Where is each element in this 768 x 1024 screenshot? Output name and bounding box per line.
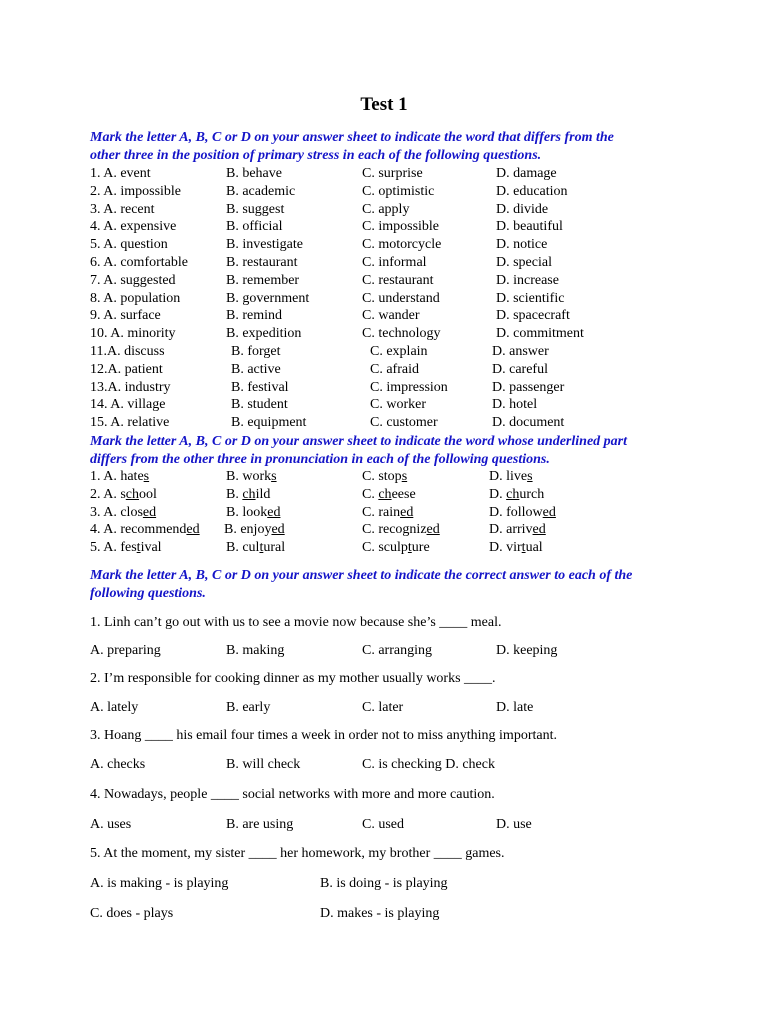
option-d: D. scientific: [496, 290, 565, 306]
instruction-line: Mark the letter A, B, C or D on your answer sheet to indicate the correct answer to each of the: [90, 568, 633, 583]
question-stem: 2. I’m responsible for cooking dinner as my mother usually works ____.: [90, 671, 496, 686]
word-part: ural: [263, 540, 286, 556]
option-a: 15. A. relative: [90, 415, 170, 431]
option-d: [489, 486, 544, 504]
word-part: ure: [411, 540, 430, 556]
word-part: B. cul: [226, 540, 260, 556]
word-part: eese: [391, 486, 416, 502]
page-title: Test 1: [360, 94, 408, 115]
option-c: C. technology: [362, 326, 441, 342]
option-d: [489, 539, 543, 557]
option-b: B. behave: [226, 166, 282, 181]
underlined-part: ed: [426, 522, 440, 538]
option-b: B. festival: [231, 379, 289, 395]
word-part: D. follow: [489, 504, 543, 520]
question-row: [0, 343, 768, 361]
option-d: D. divide: [496, 201, 549, 217]
option-d: D. beautiful: [496, 219, 563, 235]
option-c: C. wander: [362, 308, 420, 324]
question-row: [0, 504, 768, 522]
option-b: B. expedition: [226, 326, 302, 342]
underlined-part: t: [136, 540, 141, 556]
underlined-part: ed: [142, 504, 157, 520]
underlined-part: ch: [378, 486, 392, 502]
option-c: C. motorcycle: [362, 237, 442, 253]
option-c: C. informal: [362, 255, 427, 270]
question-stem: 1. Linh can’t go out with us to see a movie now because she’s ____ meal.: [90, 615, 502, 630]
underlined-part: ed: [542, 504, 556, 520]
option-b: B. remind: [226, 308, 282, 324]
option-c: C. restaurant: [362, 272, 434, 288]
option-a: 8. A. population: [90, 290, 181, 306]
word-part: 3. A. clos: [90, 504, 143, 520]
option-a: 3. A. recent: [90, 201, 155, 217]
word-part: D. live: [489, 469, 528, 484]
option-d: D. notice: [496, 237, 548, 253]
option-b: B. active: [231, 361, 281, 377]
word-part: C. stop: [362, 469, 402, 484]
option-c: C. optimistic: [362, 183, 435, 199]
option-a: 12.A. patient: [90, 361, 163, 377]
option-c: [362, 486, 416, 504]
options-row: [0, 642, 768, 660]
question-row: [0, 396, 768, 414]
option-b: [226, 468, 277, 486]
underlined-part: t: [259, 540, 264, 556]
instruction-line: other three in the position of primary stress in each of the following questions.: [90, 148, 542, 163]
question-row: [0, 539, 768, 557]
underlined-part: ch: [242, 486, 256, 502]
option-c: C. apply: [362, 201, 410, 217]
option-a: 4. A. expensive: [90, 219, 177, 235]
question-row: [0, 379, 768, 397]
option-b: B. will check: [226, 757, 301, 772]
section1-instruction: [90, 129, 690, 165]
word-part: D. arriv: [489, 522, 533, 538]
option-c: C. worker: [370, 397, 426, 413]
word-part: 1. A. hate: [90, 469, 144, 484]
question-row: [0, 236, 768, 254]
option-a: 11.A. discuss: [90, 344, 165, 359]
option-d: D. careful: [492, 361, 548, 377]
section3-instruction: [90, 567, 690, 603]
instruction-line: following questions.: [90, 586, 206, 601]
option-d: D. commitment: [496, 326, 584, 342]
option-b: B. student: [231, 397, 288, 413]
option-d: [489, 521, 546, 539]
option-a: A. preparing: [90, 643, 161, 658]
option-c: C. customer: [370, 415, 438, 431]
option-d: D. late: [496, 700, 534, 715]
word-part: D.: [489, 486, 507, 502]
option-b: B. making: [226, 643, 285, 658]
word-part: 5. A. fes: [90, 540, 137, 556]
option-a: 13.A. industry: [90, 379, 171, 395]
underlined-part: s: [271, 469, 277, 484]
option-a: [90, 504, 156, 522]
option-a: A. lately: [90, 700, 139, 715]
option-c: C. used: [362, 817, 404, 832]
option-d: [489, 468, 533, 486]
option-c: C. does - plays: [90, 906, 174, 921]
word-part: ild: [255, 486, 271, 502]
underlined-part: ed: [400, 504, 414, 520]
underlined-part: ed: [186, 522, 200, 538]
option-b: B. equipment: [231, 415, 307, 431]
underlined-part: ed: [271, 522, 285, 538]
option-b: B. investigate: [226, 237, 303, 253]
option-c: C. explain: [370, 344, 428, 359]
question-row: [0, 486, 768, 504]
option-d: D. keeping: [496, 643, 558, 658]
option-c: C. arranging: [362, 643, 432, 658]
option-c: [362, 504, 413, 522]
option-c: [362, 539, 430, 557]
option-a: 6. A. comfortable: [90, 255, 188, 270]
word-part: urch: [519, 486, 545, 502]
option-d: D. makes - is playing: [320, 906, 440, 921]
underlined-part: s: [401, 469, 408, 484]
word-part: ival: [140, 540, 162, 556]
question-row: [0, 272, 768, 290]
option-d: D. hotel: [492, 397, 538, 413]
option-d: D. document: [492, 415, 565, 431]
instruction-line: Mark the letter A, B, C or D on your answer sheet to indicate the word that differs from the: [90, 130, 614, 145]
option-b: B. restaurant: [226, 255, 298, 270]
question-row: [0, 414, 768, 432]
word-part: 4. A. recommend: [90, 522, 187, 538]
option-b: [226, 504, 280, 522]
word-part: ool: [139, 486, 157, 502]
option-d: D. damage: [496, 166, 557, 181]
question-stem: 3. Hoang ____ his email four times a week in order not to miss anything important.: [90, 728, 557, 743]
options-row: [0, 816, 768, 834]
option-b: B. official: [226, 219, 283, 235]
option-a: A. checks: [90, 757, 146, 772]
word-part: B. look: [226, 504, 268, 520]
option-d: D. use: [496, 817, 532, 832]
instruction-line: Mark the letter A, B, C or D on your answer sheet to indicate the word whose underlined part: [90, 434, 627, 449]
word-part: ual: [525, 540, 543, 556]
underlined-part: ch: [506, 486, 520, 502]
instruction-line: differs from the other three in pronunciation in each of the following questions.: [90, 452, 550, 467]
word-part: C. sculp: [362, 540, 408, 556]
underlined-part: ch: [125, 486, 140, 502]
option-b: [224, 521, 285, 539]
word-part: B.: [226, 486, 243, 502]
option-c: C. afraid: [370, 361, 419, 377]
option-b: [226, 539, 285, 557]
word-part: B. work: [226, 469, 272, 484]
option-a: [90, 539, 162, 557]
option-a: 2. A. impossible: [90, 183, 182, 199]
option-b: B. is doing - is playing: [320, 876, 448, 891]
underlined-part: ed: [267, 504, 281, 520]
section2-instruction: [90, 433, 690, 469]
option-c: C. understand: [362, 290, 440, 306]
question-row: [0, 307, 768, 325]
option-d: [489, 504, 556, 522]
option-b: B. forget: [231, 344, 281, 359]
option-d: D. passenger: [492, 379, 565, 395]
option-a: A. uses: [90, 817, 132, 832]
underlined-part: t: [407, 540, 412, 556]
question-row: [0, 165, 768, 183]
option-c: C. impossible: [362, 219, 440, 235]
option-d: D. education: [496, 183, 568, 199]
option-d: D. increase: [496, 272, 559, 288]
underlined-part: s: [143, 469, 150, 484]
question-stem: 4. Nowadays, people ____ social networks with more and more caution.: [90, 787, 495, 802]
option-b: B. early: [226, 700, 271, 715]
option-b: [226, 486, 270, 504]
option-c: C. is checking D. check: [362, 757, 495, 772]
option-a: [90, 486, 157, 504]
option-d: D. spacecraft: [496, 308, 570, 324]
option-c: [362, 468, 407, 486]
option-a: A. is making - is playing: [90, 876, 229, 891]
question-row: [0, 218, 768, 236]
option-a: 9. A. surface: [90, 308, 161, 324]
word-part: D. vir: [489, 540, 522, 556]
underlined-part: t: [521, 540, 526, 556]
option-a: [90, 468, 149, 486]
word-part: B. enjoy: [224, 522, 272, 538]
option-d: D. answer: [492, 344, 549, 359]
word-part: C. rain: [362, 504, 401, 520]
question-row: [0, 254, 768, 272]
option-c: C. later: [362, 700, 404, 715]
option-b: B. academic: [226, 183, 296, 199]
option-b: B. government: [226, 290, 310, 306]
question-row: [0, 325, 768, 343]
option-b: B. are using: [226, 817, 294, 832]
option-a: 7. A. suggested: [90, 272, 176, 288]
option-a: [90, 521, 200, 539]
option-a: 10. A. minority: [90, 326, 176, 342]
option-c: C. impression: [370, 379, 448, 395]
question-row: [0, 290, 768, 308]
underlined-part: s: [527, 469, 533, 484]
question-row: [0, 201, 768, 219]
question-row: [0, 361, 768, 379]
question-stem: 5. At the moment, my sister ____ her homework, my brother ____ games.: [90, 846, 505, 861]
options-row: [0, 756, 768, 774]
option-b: B. remember: [226, 272, 300, 288]
underlined-part: ed: [532, 522, 546, 538]
options-row: [0, 699, 768, 717]
option-c: C. surprise: [362, 166, 423, 181]
option-d: D. special: [496, 255, 552, 270]
word-part: C.: [362, 486, 379, 502]
word-part: 2. A. s: [90, 486, 126, 502]
question-row: [0, 468, 768, 486]
question-row: [0, 183, 768, 201]
question-row: [0, 521, 768, 539]
option-a: 5. A. question: [90, 237, 168, 253]
option-b: B. suggest: [226, 201, 285, 217]
option-a: 14. A. village: [90, 397, 166, 413]
word-part: C. recogniz: [362, 522, 427, 538]
option-a: 1. A. event: [90, 166, 151, 181]
option-c: [362, 521, 440, 539]
